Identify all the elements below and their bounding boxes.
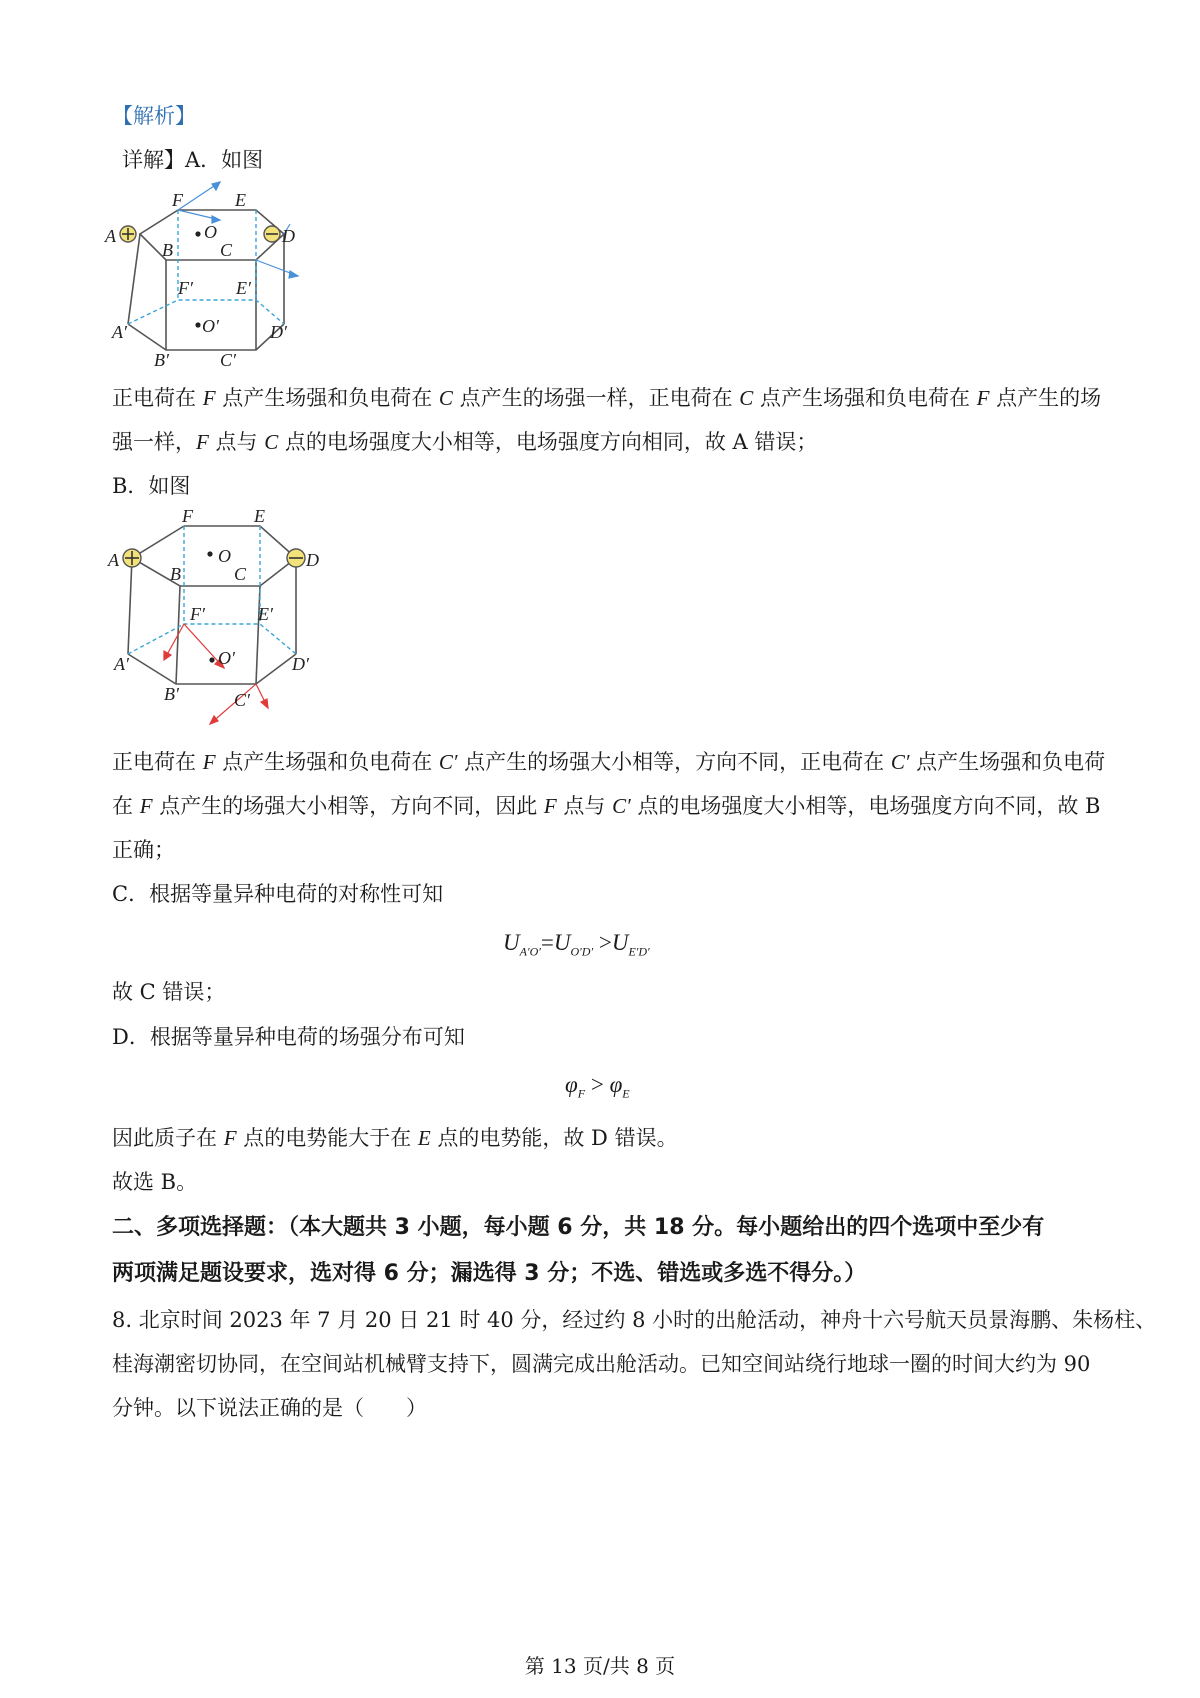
label-a2: A′ <box>112 322 127 342</box>
equation-d: $\varphi_F > \varphi_E$ <box>565 1072 630 1101</box>
label-b2: B′ <box>154 350 169 370</box>
charge-negative-d <box>264 226 280 242</box>
label-c: C <box>220 240 233 260</box>
label-o: O <box>218 546 231 566</box>
charge-negative-d <box>287 549 305 567</box>
page-footer: 第 13 页/共 8 页 <box>524 1654 676 1678</box>
part2-heading-line1: 二、多项选择题：（本大题共 3 小题，每小题 6 分，共 18 分。每小题给出的四个选项中至少有 <box>112 1215 1045 1240</box>
q8-line1: 8. 北京时间 2023 年 7 月 20 日 21 时 40 分，经过约 8 小时的出舱活动，神舟十六号航天员景海鹏、朱杨柱、 <box>112 1308 1157 1332</box>
label-f: F <box>182 506 193 526</box>
label-e2: E′ <box>236 278 251 298</box>
label-d2: D′ <box>270 322 287 342</box>
label-d: D <box>306 550 319 570</box>
detail-intro: 详解】A．如图 <box>122 148 264 172</box>
label-b: B <box>170 564 181 584</box>
label-o: O <box>204 222 217 242</box>
para-b-line1: 正电荷在 F 点产生场强和负电荷在 C′ 点产生的场强大小相等，方向不同，正电荷在 C′ 点产生场强和负电荷 <box>112 750 1106 774</box>
hexagonal-prism-figure-a <box>105 180 348 380</box>
option-c-conclusion: 故 C 错误； <box>112 980 226 1004</box>
equation-c: $U_{A'O'}=U_{O'D'} >U_{E'D'}$ <box>503 930 650 959</box>
label-e2: E′ <box>258 604 273 624</box>
para-b-line3: 正确； <box>112 838 175 862</box>
label-f2: F′ <box>178 278 193 298</box>
charge-positive-a <box>120 226 136 242</box>
para-b-line2: 在 F 点产生的场强大小相等，方向不同，因此 F 点与 C′ 点的电场强度大小相等，电场强度方向不同，故 B <box>112 794 1101 818</box>
label-c2: C′ <box>234 690 250 710</box>
label-f: F <box>172 190 183 210</box>
option-b-intro: B．如图 <box>112 474 191 498</box>
charge-positive-a <box>123 549 141 567</box>
part2-heading-line2: 两项满足题设要求，选对得 6 分；漏选得 3 分；不选、错选或多选不得分。） <box>112 1261 867 1286</box>
label-a2: A′ <box>114 654 129 674</box>
label-e: E <box>254 506 265 526</box>
option-c-intro: C．根据等量异种电荷的对称性可知 <box>112 882 444 906</box>
label-d2: D′ <box>292 654 309 674</box>
hexagonal-prism-figure-b <box>106 502 346 732</box>
label-a: A <box>105 226 116 246</box>
label-f2: F′ <box>190 604 205 624</box>
label-e: E <box>235 190 246 210</box>
analysis-tag: 【解析】 <box>112 104 196 128</box>
para-a-line1: 正电荷在 F 点产生场强和负电荷在 C 点产生的场强一样，正电荷在 C 点产生场强和负电荷在 F 点产生的场 <box>112 386 1102 410</box>
para-a-line2: 强一样，F 点与 C 点的电场强度大小相等，电场强度方向相同，故 A 错误； <box>112 430 818 454</box>
label-b2: B′ <box>164 684 179 704</box>
label-b: B <box>162 240 173 260</box>
q8-line2: 桂海潮密切协同，在空间站机械臂支持下，圆满完成出舱活动。已知空间站绕行地球一圈的时间大约为 90 <box>112 1352 1091 1376</box>
option-d-intro: D．根据等量异种电荷的场强分布可知 <box>112 1025 465 1049</box>
label-o2: O′ <box>202 316 219 336</box>
label-c: C <box>234 564 247 584</box>
label-c2: C′ <box>220 350 236 370</box>
label-d: D <box>282 226 295 246</box>
answer: 故选 B。 <box>112 1170 198 1194</box>
label-o2: O′ <box>218 648 235 668</box>
q8-line3: 分钟。以下说法正确的是（ ） <box>112 1396 427 1420</box>
option-d-line: 因此质子在 F 点的电势能大于在 E 点的电势能，故 D 错误。 <box>112 1126 678 1150</box>
label-a: A <box>108 550 119 570</box>
field-arrows <box>164 624 268 724</box>
